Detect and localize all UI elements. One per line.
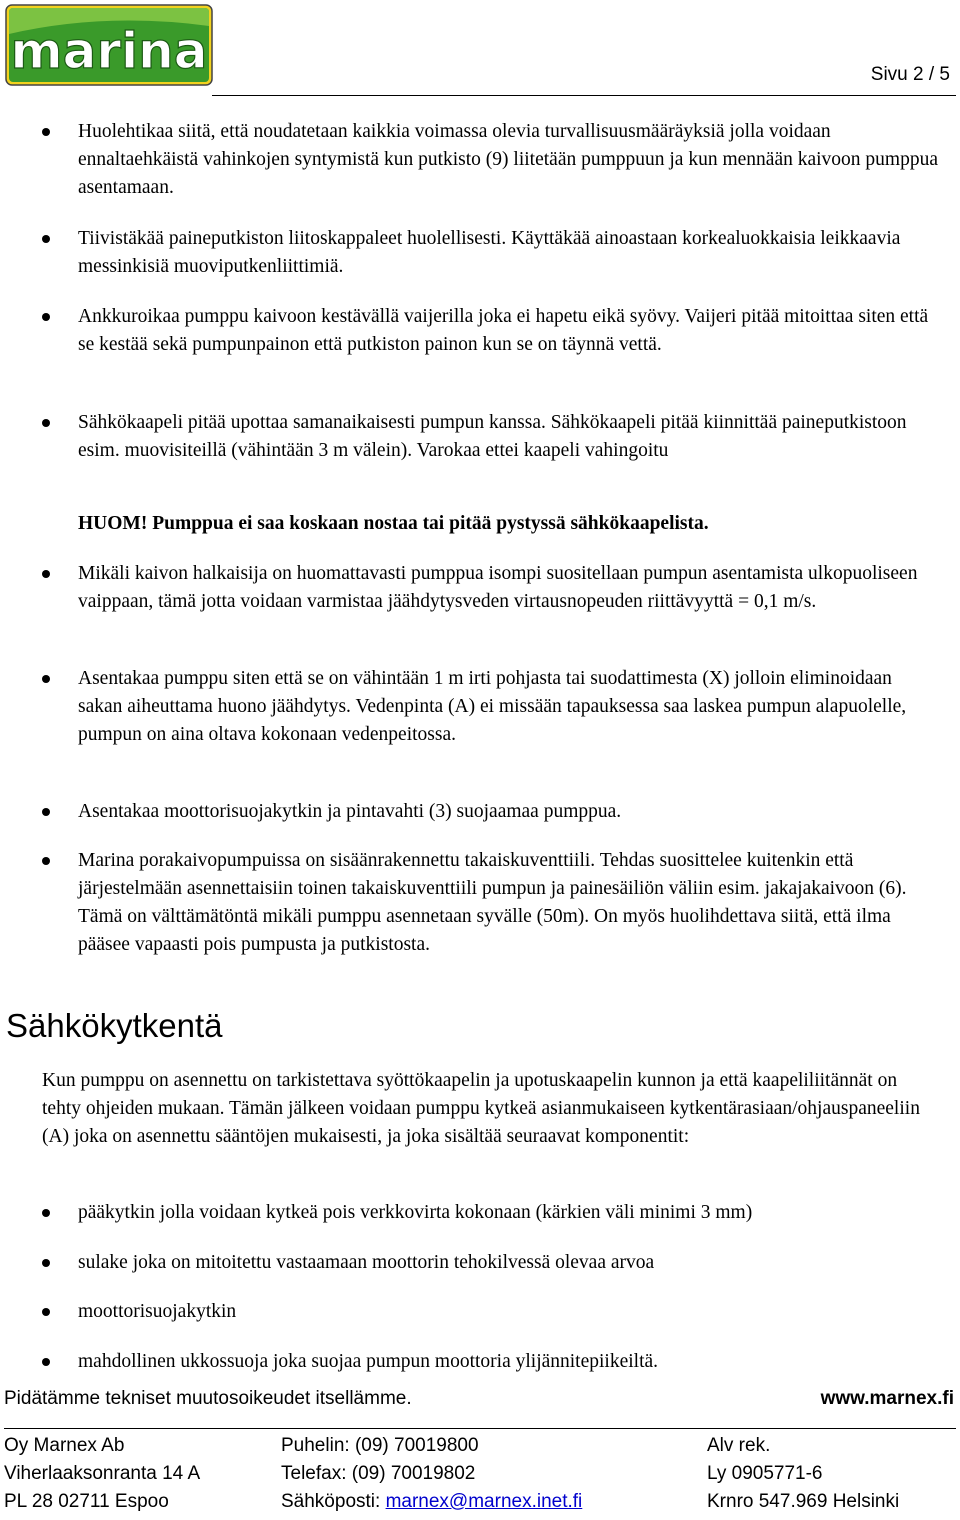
bullet-dot (42, 1209, 50, 1217)
bullet-dot (42, 675, 50, 683)
warning-note: HUOM! Pumppua ei saa koskaan nostaa tai pitää pystyssä sähkökaapelista. (78, 513, 709, 534)
email-link[interactable]: marnex@marnex.inet.fi (385, 1491, 583, 1512)
phone-number: Puhelin: (09) 70019800 (281, 1435, 479, 1456)
footer-note: Pidätämme tekniset muutosoikeudet itsellämme. (4, 1388, 412, 1409)
list-item: Mikäli kaivon halkaisija on huomattavasti pumppua isompi suositellaan pumpun asentamista ulkopuoliseen vaippaan, tämä jotta voidaan varmistaa jäähdytysveden virtausnopeuden riittävyyttä = 0,1 m/s. (78, 563, 918, 612)
marina-logo (5, 4, 213, 86)
section-heading: Sähkökytkentä (6, 1007, 223, 1044)
list-item: mahdollinen ukkossuoja joka suojaa pumpun moottoria ylijännitepiikeiltä. (78, 1351, 659, 1372)
list-item: Marina porakaivopumpuissa on sisäänrakennettu takaiskuventtiili. Tehdas suosittelee kuitenkin että järjestelmään asennettaisiin toinen takaiskuventtiili pumpun ja painesäiliön väliin esim. jakajakaivoon (6). Tämä on välttämätöntä mikäli pumppu asennetaan syvälle (50m). On myös huolihdettava siitä, että ilma pääsee vapaasti pois pumpusta ja putkistosta. (78, 850, 907, 955)
bullet-dot (42, 128, 50, 136)
section-intro: Kun pumppu on asennettu on tarkistettava syöttökaapelin ja upotuskaapelin kunnon ja että kaapeliliitännät on tehty ohjeiden mukaan. Tämän jälkeen voidaan pumppu kytkeä asianmukaiseen kytkentärasiaan/ohjauspaneeliin (A) joka on asennettu sääntöjen mukaisesti, ja joka sisältää seuraavat komponentit: (42, 1070, 920, 1147)
postal-address: PL 28 02711 Espoo (4, 1491, 169, 1512)
bullet-dot (42, 313, 50, 321)
header-divider (212, 95, 956, 96)
page-number: Sivu 2 / 5 (870, 64, 950, 85)
bullet-dot (42, 1358, 50, 1366)
website-link[interactable]: www.marnex.fi (820, 1388, 954, 1409)
list-item: sulake joka on mitoitettu vastaamaan moottorin tehokilvessä olevaa arvoa (78, 1252, 655, 1273)
bullet-dot (42, 1308, 50, 1316)
bullet-dot (42, 419, 50, 427)
list-item: Sähkökaapeli pitää upottaa samanaikaisesti pumpun kanssa. Sähkökaapeli pitää kiinnittää paineputkistoon esim. muovisiteillä (vähintään 3 m välein). Varokaa ettei kaapeli vahingoitu (78, 412, 907, 461)
company-name: Oy Marnex Ab (4, 1435, 125, 1456)
list-item: Tiivistäkää paineputkiston liitoskappaleet huolellisesti. Käyttäkää ainoastaan korkealuokkaisia leikkaavia messinkisiä muoviputkenliittimiä. (78, 228, 901, 277)
list-item: pääkytkin jolla voidaan kytkeä pois verkkovirta kokonaan (kärkien väli minimi 3 mm) (78, 1202, 753, 1223)
bullet-dot (42, 570, 50, 578)
vat-registration: Alv rek. (707, 1435, 771, 1456)
company-registry (707, 1432, 899, 1516)
company-address (4, 1432, 200, 1516)
street-address: Viherlaaksonranta 14 A (4, 1463, 201, 1484)
email-label: Sähköposti: (281, 1491, 386, 1512)
list-item: Asentakaa pumppu siten että se on vähintään 1 m irti pohjasta tai suodattimesta (X) jolloin eliminoidaan sakan aiheuttama huono jäähdytys. Vedenpinta (A) ei missään tapauksessa saa laskea pumpun alapuolelle, pumpun on aina oltava kokonaan vedenpeitossa. (78, 668, 907, 745)
footer-divider (4, 1428, 956, 1429)
list-item: Huolehtikaa siitä, että noudatetaan kaikkia voimassa olevia turvallisuusmääräyksiä jolla voidaan ennaltaehkäistä vahinkojen syntymistä kun putkisto (9) liitetään pumppuun ja kun mennään kaivoon pumppua asentamaan. (78, 121, 938, 198)
business-id: Ly 0905771-6 (707, 1463, 823, 1484)
bullet-dot (42, 808, 50, 816)
bullet-dot (42, 857, 50, 865)
list-item: moottorisuojakytkin (78, 1301, 237, 1322)
bullet-dot (42, 235, 50, 243)
trade-register-number: Krnro 547.969 Helsinki (707, 1491, 900, 1512)
company-contacts (281, 1432, 582, 1516)
list-item: Asentakaa moottorisuojakytkin ja pintavahti (3) suojaamaa pumppua. (78, 801, 622, 822)
list-item: Ankkuroikaa pumppu kaivoon kestävällä vaijerilla joka ei hapetu eikä syövy. Vaijeri pitää mitoittaa siten että se kestää sekä pumpunpainon että putkiston painon kun se on täynnä vettä. (78, 306, 929, 355)
fax-number: Telefax: (09) 70019802 (281, 1463, 476, 1484)
logo-text: marina (10, 22, 208, 80)
bullet-dot (42, 1259, 50, 1267)
email-line (281, 1488, 582, 1516)
